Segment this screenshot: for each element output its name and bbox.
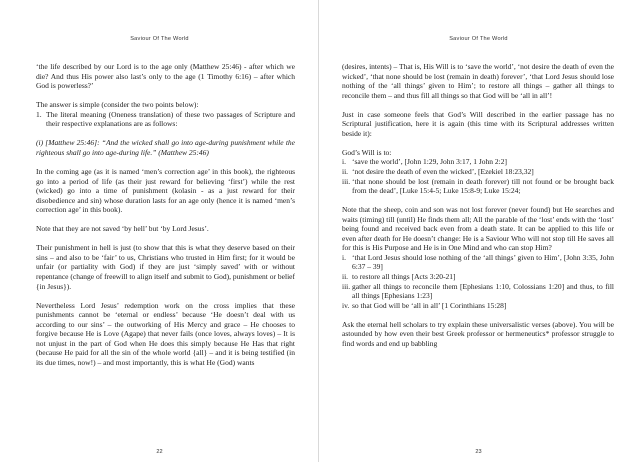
page-body (36, 62, 295, 377)
paragraph: God’s Will is to: (342, 147, 392, 157)
list-item (342, 301, 614, 311)
list-marker: iii. (342, 176, 351, 186)
list-item-text: gather all things to reconcile them [Ephesians 1:10, Colossians 1:20] and thus, to fill all things [Ephesians 1:23] (352, 281, 614, 301)
list-item (342, 157, 614, 167)
list-item-text: ‘that Lord Jesus should lose nothing of the ‘all things’ given to Him’, [John 3:35, John 6:37 – 39] (352, 252, 614, 272)
things-list (342, 253, 614, 310)
right-page (319, 0, 638, 462)
list-item-text: The literal meaning (Oneness translation) of these two passages of Scripture and their respective explanations are as follows: (46, 109, 295, 129)
list-marker: iii. (342, 281, 351, 291)
page-number: 23 (475, 449, 482, 455)
page-body (342, 62, 614, 358)
list-marker: i. (342, 252, 346, 262)
list-marker: iv. (342, 300, 350, 310)
list-item (342, 272, 614, 282)
running-head: Saviour Of The World (130, 36, 189, 42)
page-number: 22 (156, 449, 163, 455)
running-head: Saviour Of The World (449, 36, 508, 42)
list-item (342, 167, 614, 177)
paragraph: Their punishment in hell is just (to show that this is what they deserve based on their sins – and also to be ‘fair’ to us, Christians who trusted in Him first; for it would be unfair (or partiality with God) if they are just ‘simply saved’ with or without repentance (change of freewill to align itself and submit to God), punishment or belief {in Jesus}). (36, 243, 295, 291)
list-item (342, 177, 614, 196)
list-item-text: to restore all things [Acts 3:20-21] (352, 272, 456, 282)
paragraph: Note that they are not saved ‘by hell’ but ‘by Lord Jesus’. (36, 224, 209, 234)
list-item (342, 253, 614, 272)
paragraph: ‘the life described by our Lord is to the age only (Matthew 25:46) - after which we die? And thus His power also last’s only to the age (1 Timothy 6:16) – after which God is powerless?’ (36, 62, 295, 91)
list-marker: i. (342, 157, 346, 167)
paragraph: (desires, intents) – That is, His Will is to ‘save the world’, ‘not desire the death of even the wicked’, ‘that none should be lost (remain in death) forever’, ‘that Lord Jesus should lose nothing of the ‘all things’ given to Him’; to restore all things – gather all things to reconcile them – and thus fill all things so that God will be ‘all in all’! (342, 62, 614, 100)
list-item (342, 282, 614, 301)
paragraph: Just in case someone feels that God’s Will described in the earlier passage has no Scriptural justification, here it is again (this time with its Scriptural addresses written beside it): (342, 109, 614, 138)
list-item-text: ‘not desire the death of even the wicked’, [Ezekiel 18:23,32] (352, 167, 534, 177)
paragraph: Nevertheless Lord Jesus’ redemption work on the cross implies that these punishments cannot be ‘eternal or endless’ because ‘He doesn’t deal with us according to our sins’ – the outworking of His Mercy and grace – He chooses to forgive because He is Love (Agape) that never fails (once loves, always loves) – It is not unjust in the part of God when He does this simply because He Has that right (because He paid for all the sin of the whole world {all} – and it is being testified (in its due times, now!) – and most importantly, this is what He (God) wants (36, 300, 295, 367)
scripture-quote (36, 138, 295, 157)
list-item-text: ‘save the world’, [John 1:29, John 3:17, 1 John 2:2] (352, 157, 507, 167)
list-marker: ii. (342, 167, 349, 177)
list-marker: 1. (36, 109, 42, 119)
paragraph: Note that the sheep, coin and son was not lost forever (never found) but He searches and waits (timing) till (until) He finds them all; All the parable of the ‘lost’ ends with the ‘lost’ being found and received back even from a death state. It can be applied to this life or even after death for He doesn’t change: He is a Saviour Who will not stop till He saves all for this is His Purpose and He is in One Mind and who can stop Him? (342, 205, 614, 253)
list-item-text: ‘that none should be lost (remain in death forever) till not found or be brought back from the dead’, [Luke 15:4-5; Luke 15:8-9; Luke 15:24; (352, 176, 614, 196)
list-marker: ii. (342, 272, 349, 282)
scripture-quote-text: (i) [Matthew 25:46]: “And the wicked shall go into age-during punishment while the righteous shall go into age-during life.” (Matthew 25:46) (36, 138, 295, 157)
paragraph: In the coming age (as it is named ‘men’s correction age’ in this book), the righteous go into a period of life (as their just reward for believing ‘first’) while the rest (wicked) go into a time of punishment (kolasin - as a just reward for their disobedience and sin) whose duration lasts for an age only (hence it is named ‘men’s correction age’ in this book). (36, 167, 295, 215)
paragraph: The answer is simple (consider the two points below): (36, 100, 199, 110)
paragraph: Ask the eternal hell scholars to try explain these universalistic verses (above). You will be astounded by how even their best Greek professor or hermeneutics* professor struggle to find words and end up babbling (342, 319, 614, 348)
numbered-list (36, 110, 295, 129)
will-list (342, 157, 614, 195)
list-item-text: so that God will be ‘all in all’ [1 Corinthians 15:28] (352, 300, 507, 310)
list-item (36, 110, 295, 129)
